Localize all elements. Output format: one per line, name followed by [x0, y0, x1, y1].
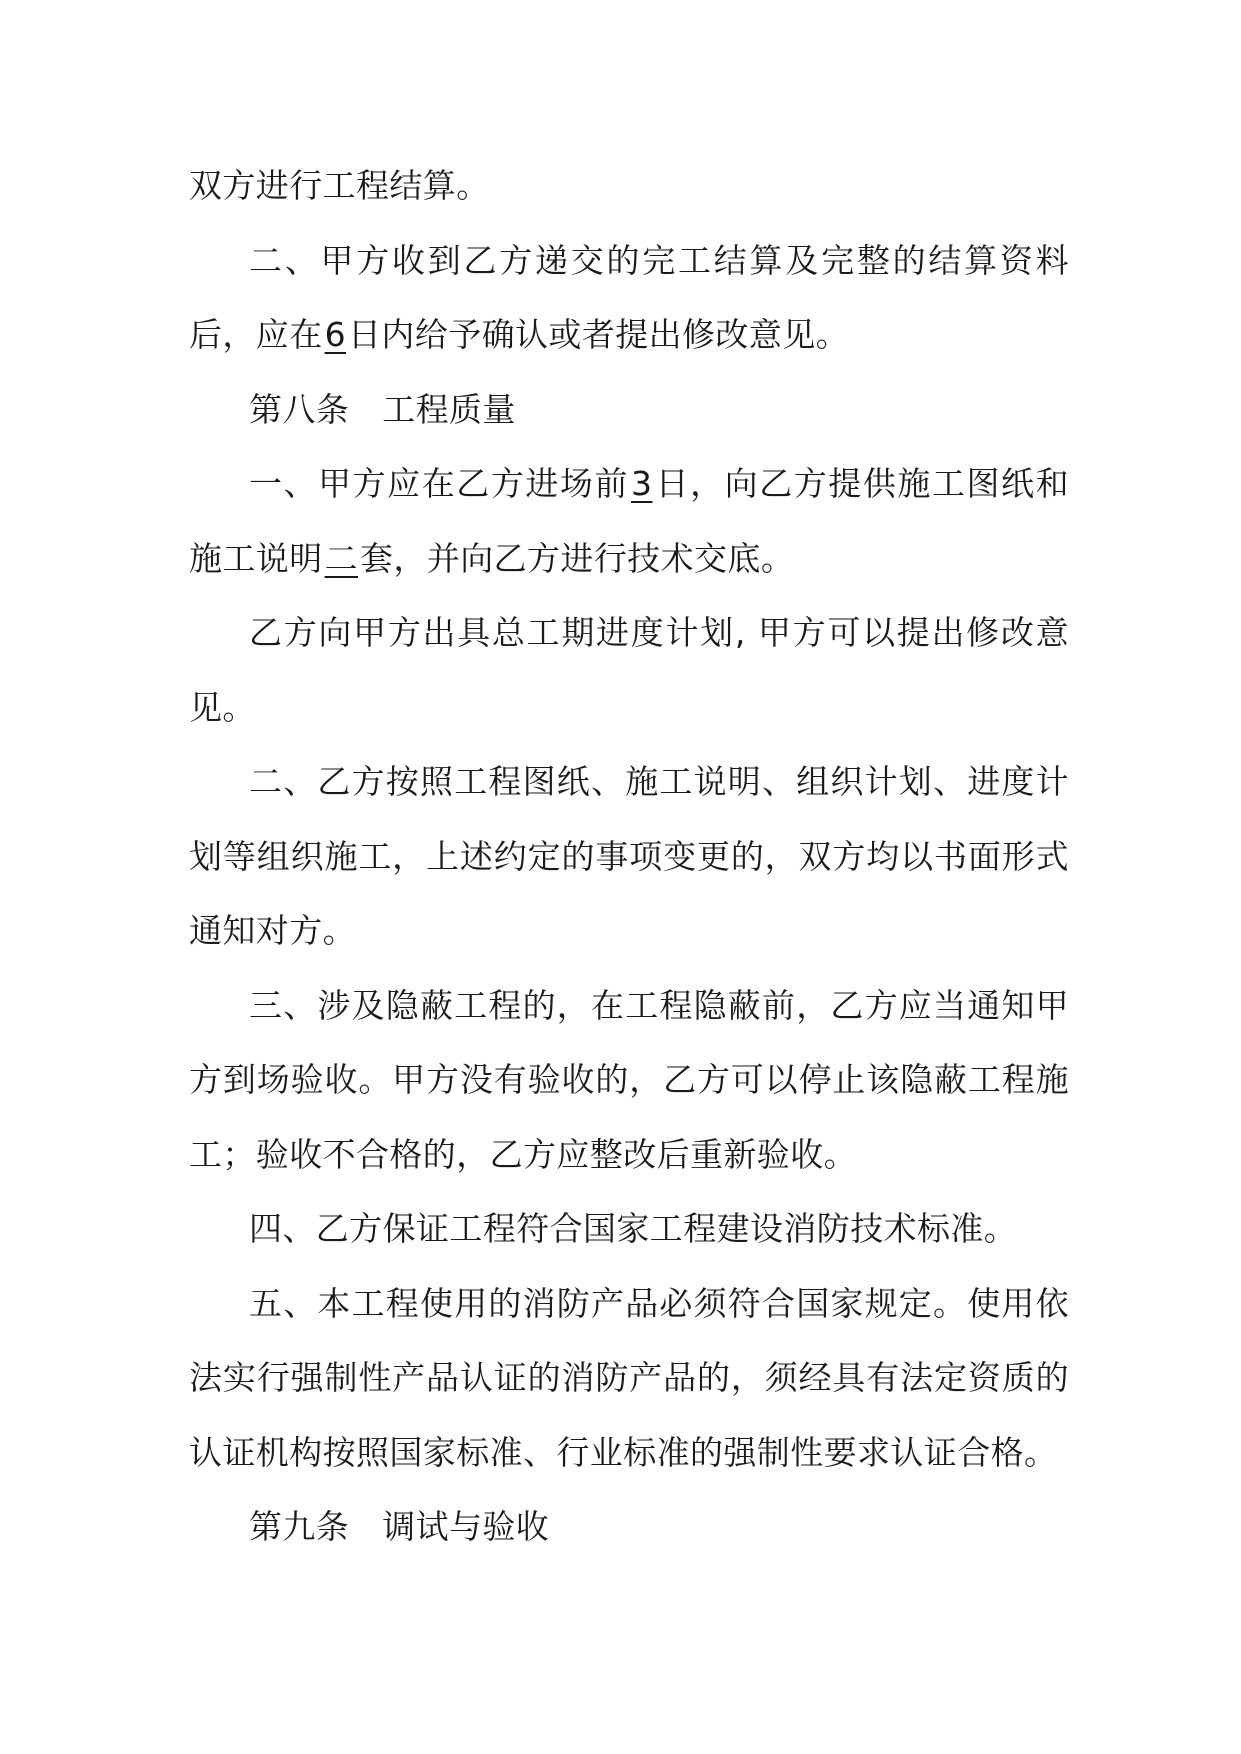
paragraph-text: 套，并向乙方进行技术交底。: [360, 538, 795, 578]
article-title: 调试与验收: [382, 1507, 550, 1546]
paragraph-settlement-confirmation: [189, 224, 1069, 373]
blank-days-value: 6: [324, 315, 347, 354]
article-title: 工程质量: [382, 389, 516, 429]
paragraph-fire-products: [189, 1267, 1069, 1491]
paragraph-concealed-works: [189, 969, 1069, 1193]
blank-days-value: 3: [631, 464, 653, 503]
paragraph-text: 日，向乙方提供施工图纸和施工说明: [189, 464, 1069, 578]
article-8-heading: [189, 373, 1069, 448]
paragraph-text: 双方进行工程结算。: [189, 166, 490, 205]
paragraph-text: 日内给予确认或者提出修改意见。: [348, 315, 850, 354]
article-number: 第九条: [249, 1507, 350, 1546]
paragraph-text: 四、乙方保证工程符合国家工程建设消防技术标准。: [249, 1209, 1018, 1248]
paragraph-text: 五、本工程使用的消防产品必须符合国家规定。使用依法实行强制性产品认证的消防产品的，须经具有法定资质的认证机构按照国家标准、行业标准的强制性要求认证合格。: [189, 1283, 1069, 1472]
paragraph-construction-plan: [189, 745, 1069, 969]
paragraph-drawings: [189, 447, 1069, 596]
paragraph-text: 二、甲方收到乙方递交的完工结算及完整的结算资料后，应在: [189, 240, 1069, 354]
paragraph-schedule: [189, 596, 1069, 745]
paragraph-text: 一、甲方应在乙方进场前: [249, 464, 630, 503]
paragraph-fire-standards: [189, 1192, 1069, 1267]
article-number: 第八条: [249, 389, 350, 429]
paragraph-text: 三、涉及隐蔽工程的，在工程隐蔽前，乙方应当通知甲方到场验收。甲方没有验收的，乙方可以停止该隐蔽工程施工；验收不合格的，乙方应整改后重新验收。: [189, 985, 1069, 1174]
paragraph-settlement: [189, 149, 1069, 224]
document-page: [189, 149, 1069, 1565]
paragraph-text: 二、乙方按照工程图纸、施工说明、组织计划、进度计划等组织施工，上述约定的事项变更的，双方均以书面形式通知对方。: [189, 762, 1069, 950]
paragraph-text: 乙方向甲方出具总工期进度计划, 甲方可以提出修改意见。: [189, 613, 1069, 727]
article-9-heading: [189, 1490, 1069, 1565]
blank-sets-value: 二: [324, 538, 359, 578]
